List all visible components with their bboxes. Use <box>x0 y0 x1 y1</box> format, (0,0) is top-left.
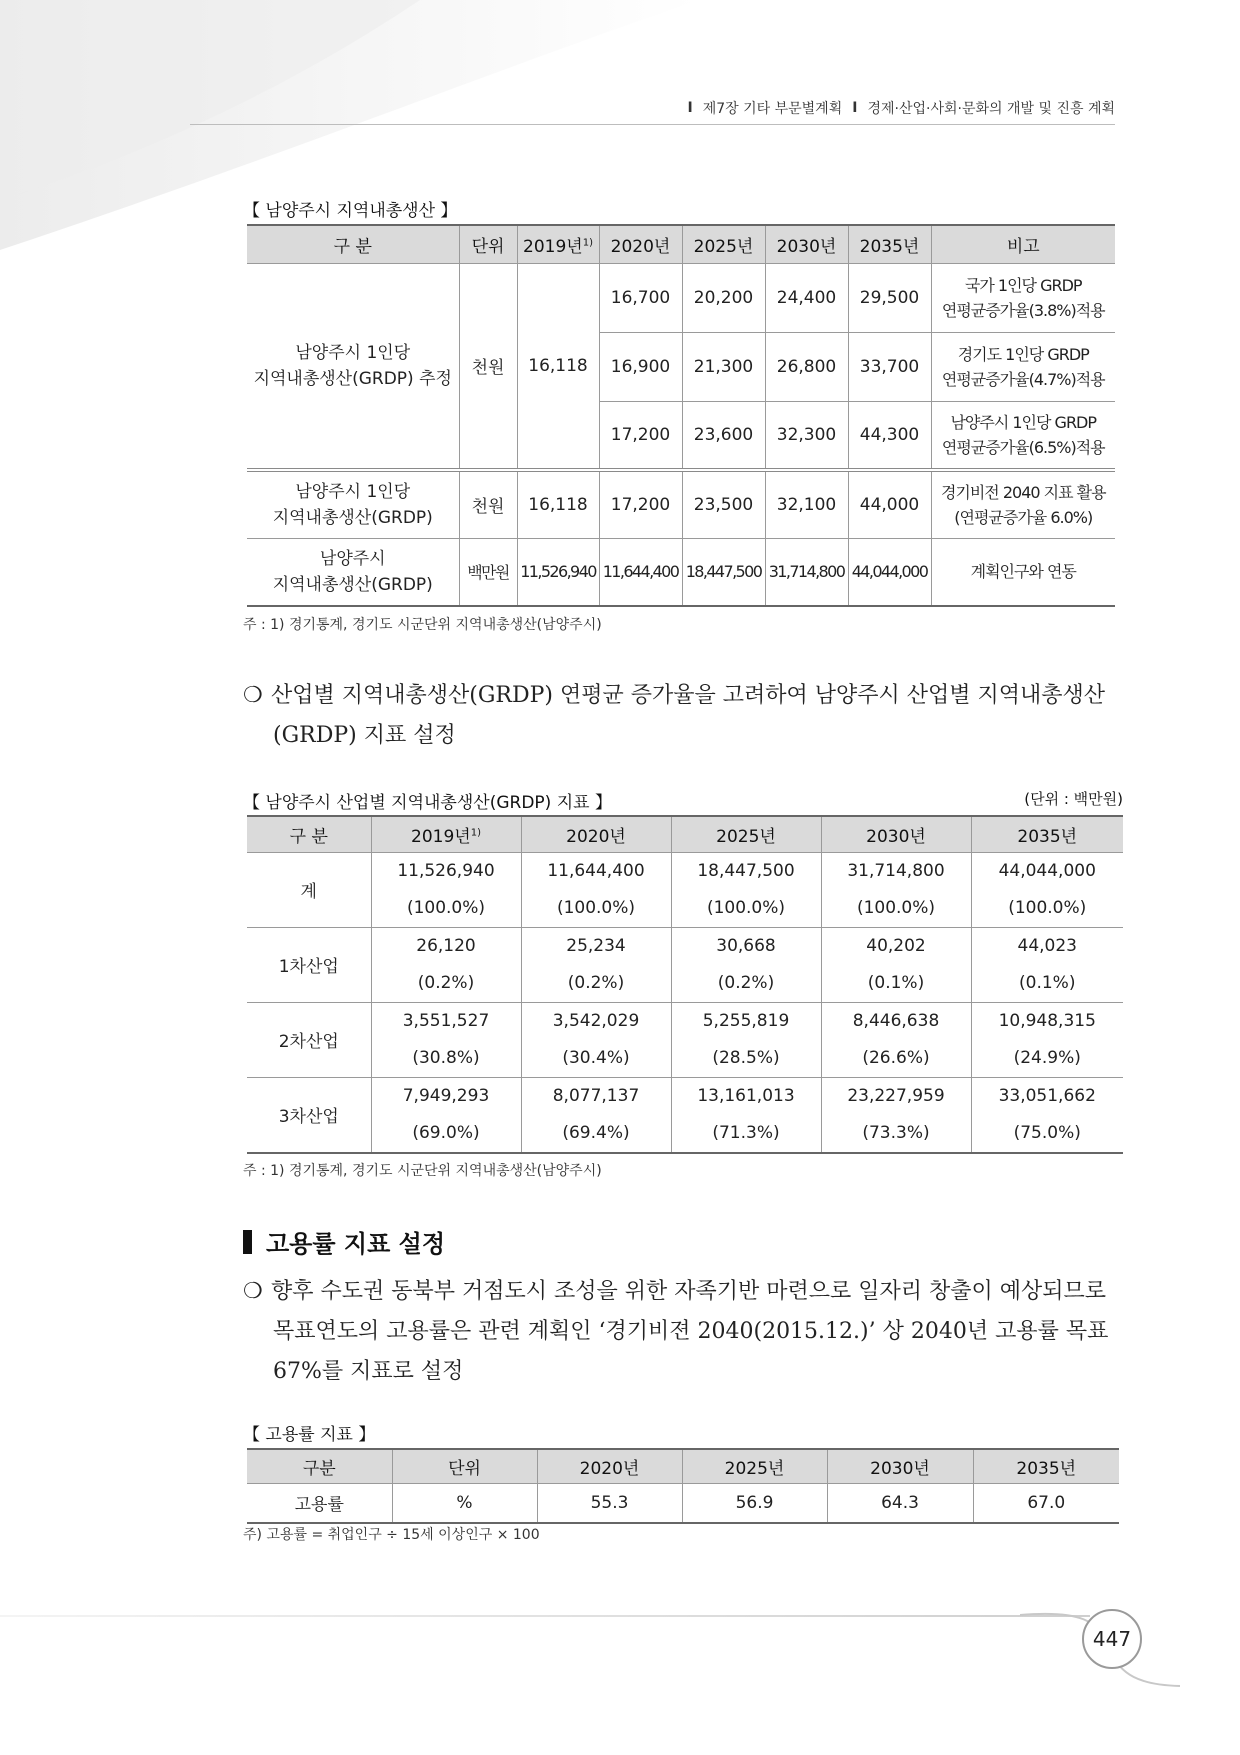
table-cell: 8,446,638 (26.6%) <box>821 1002 971 1077</box>
header-2030: 2030년 <box>827 1449 973 1483</box>
table-cell: 11,644,400 (100.0%) <box>521 852 671 927</box>
footer-rule <box>0 1615 1090 1617</box>
row-remark: 경기비전 2040 지표 활용 (연평균증가율 6.0%) <box>931 470 1115 538</box>
table-cell: 40,202 (0.1%) <box>821 927 971 1002</box>
table-cell: 3,542,029 (30.4%) <box>521 1002 671 1077</box>
table-cell: 44,300 <box>848 401 931 470</box>
table-cell: 44,044,000 (100.0%) <box>971 852 1123 927</box>
row-unit: 천원 <box>459 263 517 470</box>
row-label: 계 <box>247 852 371 927</box>
header-2030: 2030년 <box>821 816 971 852</box>
header-2019: 2019년$^{1)}$ <box>517 225 599 263</box>
table-cell: 24,400 <box>765 263 848 332</box>
paragraph-grdp <box>243 676 1123 756</box>
header-2025: 2025년 <box>682 225 765 263</box>
row-remark: 경기도 1인당 GRDP 연평균증가율(4.7%)적용 <box>931 332 1115 401</box>
table-cell: 21,300 <box>682 332 765 401</box>
table-cell: 44,000 <box>848 470 931 538</box>
page-number: 447 <box>1092 1627 1132 1651</box>
table2-note: 주 : 1) 경기통계, 경기도 시군단위 지역내총생산(남양주시) <box>243 1163 602 1179</box>
table-cell: 18,447,500 (100.0%) <box>671 852 821 927</box>
running-header: Ⅰ 제7장 기타 부문별계획 Ⅰ 경제·산업·사회·문화의 개발 및 진흥 계획 <box>687 100 1115 117</box>
header-category: 구분 <box>247 1449 392 1483</box>
table-cell: 16,118 <box>517 263 599 470</box>
table3-note: 주) 고용률 = 취업인구 ÷ 15세 이상인구 × 100 <box>243 1527 540 1543</box>
row-unit: 백만원 <box>459 538 517 606</box>
paragraph-line: 향후 수도권 동북부 거점도시 조성을 위한 자족기반 마련으로 일자리 창출이 예상되므로 <box>271 1279 1107 1304</box>
table-cell: 64.3 <box>827 1483 973 1523</box>
row-label: 2차산업 <box>247 1002 371 1077</box>
paragraph-employment <box>243 1272 1123 1392</box>
row-label: 1차산업 <box>247 927 371 1002</box>
table-cell: 31,714,800 (100.0%) <box>821 852 971 927</box>
paragraph-line: 산업별 지역내총생산(GRDP) 연평균 증가율을 고려하여 남양주시 산업별 지역내총생산 <box>271 683 1106 708</box>
header-unit: 단위 <box>392 1449 537 1483</box>
table-cell: 44,023 (0.1%) <box>971 927 1123 1002</box>
table-cell: 18,447,500 <box>682 538 765 606</box>
table-cell: 56.9 <box>682 1483 827 1523</box>
table-cell: 16,118 <box>517 470 599 538</box>
circle-bullet-icon: ❍ <box>243 683 263 708</box>
table-cell: 23,500 <box>682 470 765 538</box>
header-2025: 2025년 <box>682 1449 827 1483</box>
table-cell: 31,714,800 <box>765 538 848 606</box>
circle-bullet-icon: ❍ <box>243 1279 263 1304</box>
header-category: 구 분 <box>247 225 459 263</box>
table-cell: 30,668 (0.2%) <box>671 927 821 1002</box>
row-remark: 남양주시 1인당 GRDP 연평균증가율(6.5%)적용 <box>931 401 1115 470</box>
table-cell: 26,800 <box>765 332 848 401</box>
row-label: 남양주시 1인당 지역내총생산(GRDP) <box>247 470 459 538</box>
table3-caption: 【 고용률 지표 】 <box>243 1425 376 1445</box>
header-rule <box>190 124 1115 125</box>
row-label: 남양주시 지역내총생산(GRDP) <box>247 538 459 606</box>
table-cell: 25,234 (0.2%) <box>521 927 671 1002</box>
paragraph-line: 목표연도의 고용률은 관련 계획인 ‘경기비젼 2040(2015.12.)’ 상 2040년 고용률 목표 <box>273 1319 1109 1344</box>
section-title: 고용률 지표 설정 <box>243 1224 445 1259</box>
header-2020: 2020년 <box>599 225 682 263</box>
row-unit: 천원 <box>459 470 517 538</box>
table-cell: 11,526,940 (100.0%) <box>371 852 521 927</box>
table-cell: 23,227,959 (73.3%) <box>821 1077 971 1153</box>
table-cell: 10,948,315 (24.9%) <box>971 1002 1123 1077</box>
table-cell: 17,200 <box>599 401 682 470</box>
table-cell: 33,051,662 (75.0%) <box>971 1077 1123 1153</box>
table1-caption: 【 남양주시 지역내총생산 】 <box>243 201 458 221</box>
table-cell: 11,644,400 <box>599 538 682 606</box>
header-2025: 2025년 <box>671 816 821 852</box>
paragraph-line: (GRDP) 지표 설정 <box>273 723 456 748</box>
row-label: 고용률 <box>247 1483 392 1523</box>
table-cell: 5,255,819 (28.5%) <box>671 1002 821 1077</box>
running-header-section: 경제·산업·사회·문화의 개발 및 진흥 계획 <box>867 101 1115 117</box>
table-cell: 23,600 <box>682 401 765 470</box>
row-unit: % <box>392 1483 537 1523</box>
table-cell: 44,044,000 <box>848 538 931 606</box>
industry-grdp-table <box>247 815 1123 1154</box>
table-cell: 13,161,013 (71.3%) <box>671 1077 821 1153</box>
table2-caption: 【 남양주시 산업별 지역내총생산(GRDP) 지표 】 <box>243 793 612 813</box>
table-cell: 29,500 <box>848 263 931 332</box>
header-2035: 2035년 <box>848 225 931 263</box>
table1-note: 주 : 1) 경기통계, 경기도 시군단위 지역내총생산(남양주시) <box>243 617 602 633</box>
table-cell: 3,551,527 (30.8%) <box>371 1002 521 1077</box>
paragraph-line: 67%를 지표로 설정 <box>273 1359 464 1384</box>
table-cell: 26,120 (0.2%) <box>371 927 521 1002</box>
row-remark: 계획인구와 연동 <box>931 538 1115 606</box>
employment-rate-table <box>247 1448 1119 1524</box>
header-2035: 2035년 <box>971 816 1123 852</box>
header-swoosh-decoration <box>0 0 1240 260</box>
header-unit: 단위 <box>459 225 517 263</box>
table-cell: 17,200 <box>599 470 682 538</box>
header-remark: 비고 <box>931 225 1115 263</box>
row-label: 3차산업 <box>247 1077 371 1153</box>
header-2035: 2035년 <box>973 1449 1119 1483</box>
table-cell: 32,300 <box>765 401 848 470</box>
table-cell: 8,077,137 (69.4%) <box>521 1077 671 1153</box>
table2-unit-note: (단위 : 백만원) <box>1024 790 1123 808</box>
table-cell: 16,700 <box>599 263 682 332</box>
table-cell: 16,900 <box>599 332 682 401</box>
running-header-chapter: 제7장 기타 부문별계획 <box>702 101 843 117</box>
header-2020: 2020년 <box>521 816 671 852</box>
table-cell: 7,949,293 (69.0%) <box>371 1077 521 1153</box>
table-cell: 11,526,940 <box>517 538 599 606</box>
table-cell: 67.0 <box>973 1483 1119 1523</box>
table-cell: 20,200 <box>682 263 765 332</box>
header-category: 구 분 <box>247 816 371 852</box>
table-cell: 55.3 <box>537 1483 682 1523</box>
header-2030: 2030년 <box>765 225 848 263</box>
grdp-table <box>247 224 1115 607</box>
table-cell: 32,100 <box>765 470 848 538</box>
table-cell: 33,700 <box>848 332 931 401</box>
row-label: 남양주시 1인당 지역내총생산(GRDP) 추정 <box>247 263 459 470</box>
header-2020: 2020년 <box>537 1449 682 1483</box>
row-remark: 국가 1인당 GRDP 연평균증가율(3.8%)적용 <box>931 263 1115 332</box>
header-2019: 2019년$^{1)}$ <box>371 816 521 852</box>
section-marker-icon <box>243 1230 252 1254</box>
